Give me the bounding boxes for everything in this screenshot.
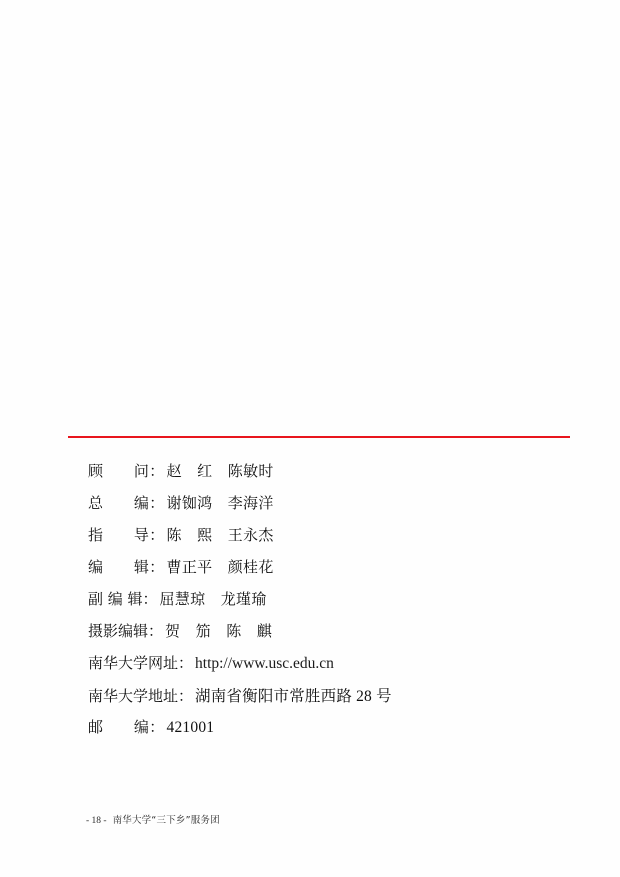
credit-value: 贺 笳 陈 麒 — [165, 622, 273, 640]
credit-row — [88, 492, 558, 524]
address-value: 湖南省衡阳市常胜西路 28 号 — [195, 688, 392, 705]
credit-row-address — [88, 684, 558, 716]
credit-row — [88, 556, 558, 588]
credit-row-website — [88, 652, 558, 684]
credit-label: 编 辑： — [88, 558, 165, 576]
website-url[interactable]: http://www.usc.edu.cn — [195, 655, 334, 672]
credit-row — [88, 460, 558, 492]
credit-label: 副 编 辑： — [88, 590, 158, 608]
credit-label: 指 导： — [88, 526, 165, 544]
credit-label-postcode: 邮 编： — [88, 718, 165, 736]
credit-value: 赵 红 陈敏时 — [166, 462, 274, 480]
credit-value: 陈 熙 王永杰 — [166, 526, 274, 544]
credit-row — [88, 524, 558, 556]
credit-row — [88, 588, 558, 620]
credit-row-postcode — [88, 716, 558, 748]
credit-value: 谢铷鸿 李海洋 — [166, 494, 274, 512]
credit-value: 屈慧琼 龙瑾瑜 — [159, 590, 267, 608]
credit-row — [88, 620, 558, 652]
credits-block — [88, 460, 558, 748]
postcode-value: 421001 — [166, 719, 215, 736]
page-footer — [86, 812, 546, 826]
footer-text: 南华大学“三下乡”服务团 — [112, 815, 220, 826]
credit-label-website: 南华大学网址： — [88, 654, 194, 672]
footer-page-number: - 18 - — [86, 816, 107, 826]
credit-label-address: 南华大学地址： — [88, 687, 194, 705]
credit-label: 总 编： — [88, 494, 165, 512]
credit-value: 曹正平 颜桂花 — [166, 558, 274, 576]
credit-label: 摄影编辑： — [88, 622, 164, 640]
credit-label: 顾 问： — [88, 462, 165, 480]
red-divider-rule — [68, 436, 570, 438]
